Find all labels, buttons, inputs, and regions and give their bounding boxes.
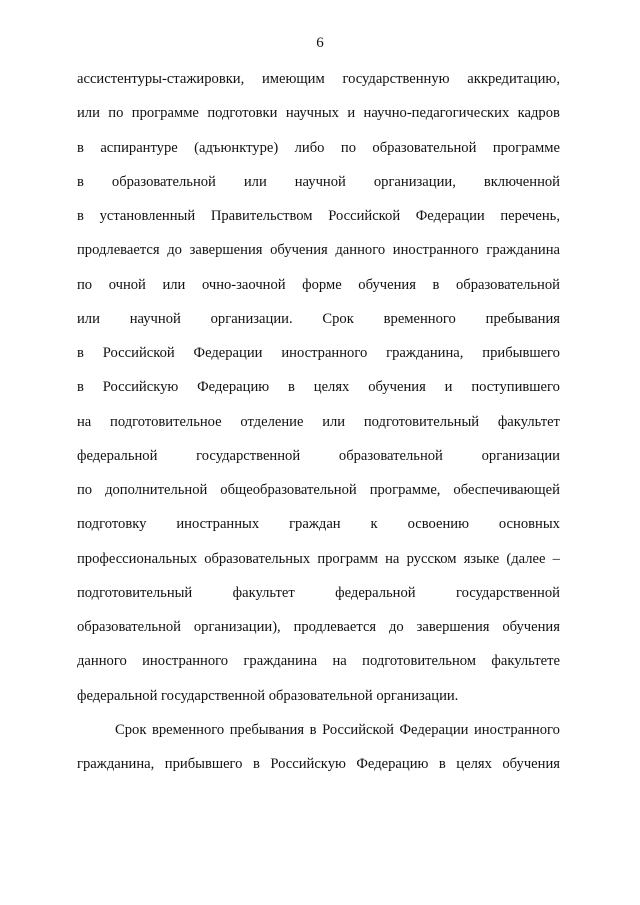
paragraph bbox=[77, 66, 560, 717]
text-line: в аспирантуре (адъюнктуре) либо по образовательной программе bbox=[77, 139, 560, 156]
text-line: федеральной государственной образовательной организации bbox=[77, 447, 560, 464]
text-line: профессиональных образовательных программ на русском языке (далее – bbox=[77, 550, 560, 567]
text-line: образовательной организации), продлевается до завершения обучения bbox=[77, 619, 560, 635]
text-line: на подготовительное отделение или подготовительный факультет bbox=[77, 413, 560, 430]
text-line: по очной или очно-заочной форме обучения в образовательной bbox=[77, 276, 560, 293]
text-line: подготовительный факультет федеральной государственной bbox=[77, 584, 560, 601]
page-number: 6 bbox=[316, 35, 324, 51]
text-line: Срок временного пребывания в Российской Федерации иностранного bbox=[115, 721, 560, 738]
text-line: данного иностранного гражданина на подготовительном факультете bbox=[77, 653, 560, 670]
paragraph bbox=[77, 717, 560, 786]
text-line: в Российскую Федерацию в целях обучения и поступившего bbox=[77, 379, 560, 396]
text-line: в установленный Правительством Российской Федерации перечень, bbox=[77, 208, 560, 224]
text-line: по дополнительной общеобразовательной программе, обеспечивающей bbox=[77, 482, 560, 498]
text-line: ассистентуры-стажировки, имеющим государственную аккредитацию, bbox=[77, 71, 560, 87]
text-line: в образовательной или научной организации, включенной bbox=[77, 173, 560, 190]
text-line: продлевается до завершения обучения данного иностранного гражданина bbox=[77, 242, 560, 259]
text-line: гражданина, прибывшего в Российскую Федерацию в целях обучения bbox=[77, 756, 560, 772]
text-line: федеральной государственной образовательной организации. bbox=[77, 687, 459, 704]
text-line: или по программе подготовки научных и научно-педагогических кадров bbox=[77, 105, 560, 122]
text-line: подготовку иностранных граждан к освоению основных bbox=[77, 516, 560, 533]
text-line: в Российской Федерации иностранного гражданина, прибывшего bbox=[77, 345, 560, 361]
body-text bbox=[77, 66, 560, 785]
text-line: или научной организации. Срок временного пребывания bbox=[77, 310, 560, 327]
